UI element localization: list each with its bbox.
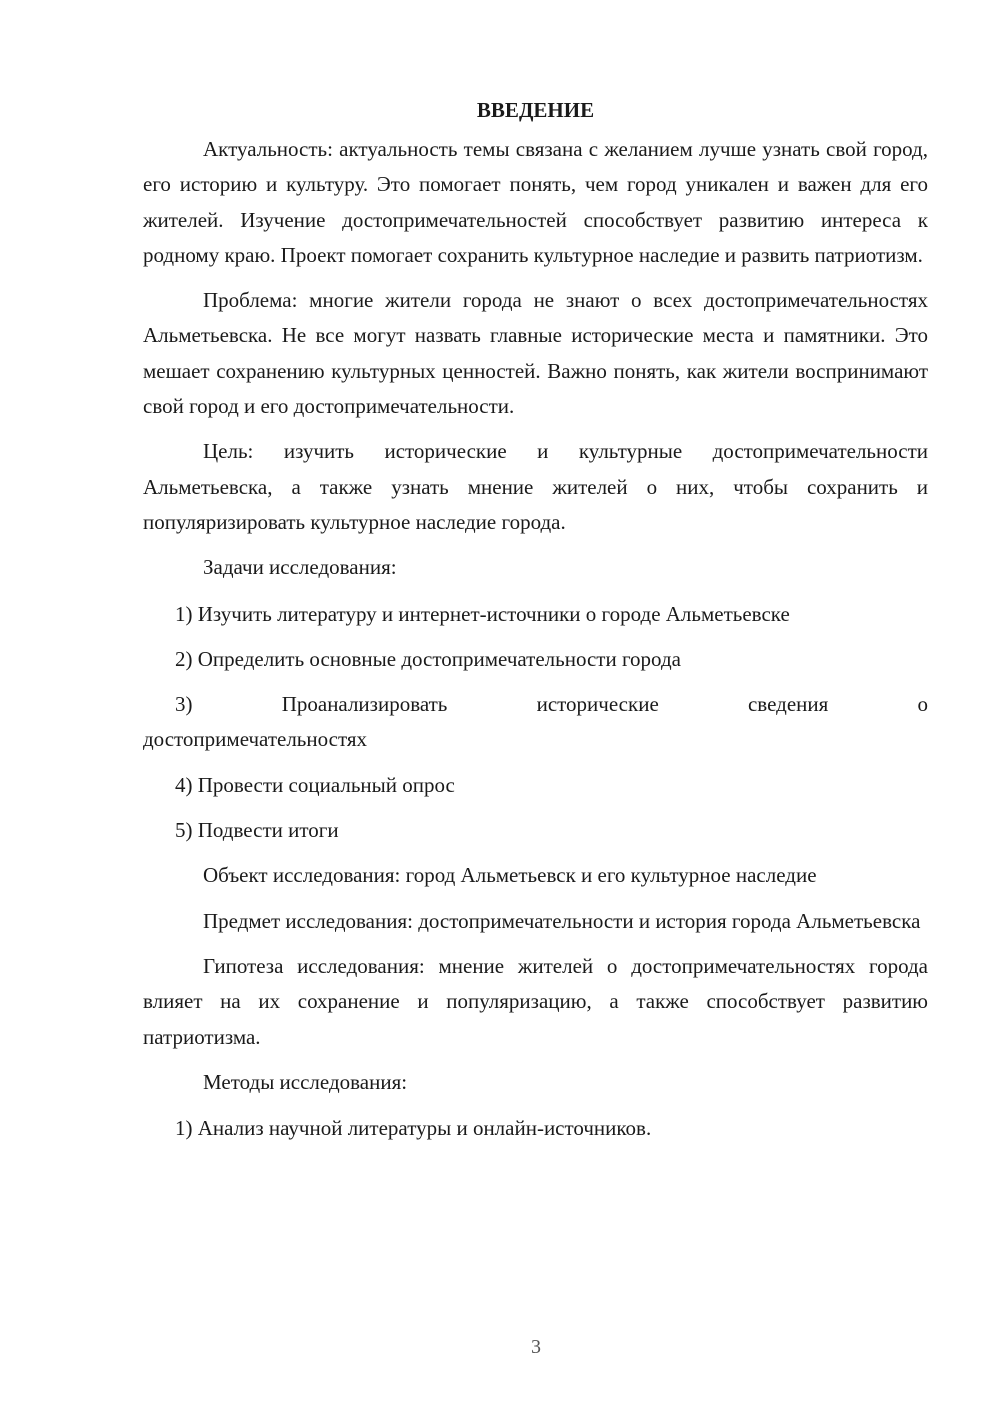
- page-number: 3: [531, 1336, 541, 1358]
- relevance-paragraph: Актуальность: актуальность темы связана с желанием лучше узнать свой город, его историю и культуру. Это помогает понять, чем город уникален и важен для его жителей. Изучение достопримечательностей способствует развитию интереса к родному краю. Проект помогает сохранить культурное наследие и развить патриотизм.: [143, 137, 928, 267]
- problem-paragraph: Проблема: многие жители города не знают о всех достопримечательностях Альметьевска. Не все могут назвать главные исторические места и памятники. Это мешает сохранению культурных ценностей. Важно понять, как жители воспринимают свой город и его достопримечательности.: [143, 288, 928, 419]
- task-item-1: 1) Изучить литературу и интернет-источники о городе Альметьевске: [175, 601, 790, 626]
- task-item-4: 4) Провести социальный опрос: [175, 772, 455, 797]
- subject-paragraph: Предмет исследования: достопримечательности и история города Альметьевска: [203, 908, 921, 933]
- hypothesis-paragraph: Гипотеза исследования: мнение жителей о достопримечательностях города влияет на их сохранение и популяризацию, а также способствует развитию патриотизма.: [143, 953, 928, 1049]
- task-item-5: 5) Подвести итоги: [175, 818, 339, 843]
- section-heading: ВВЕДЕНИЕ: [476, 98, 595, 122]
- object-paragraph: Объект исследования: город Альметьевск и его культурное наследие: [203, 863, 817, 888]
- goal-paragraph: Цель: изучить исторические и культурные достопримечательности Альметьевска, а также узнать мнение жителей о них, чтобы сохранить и популяризировать культурное наследие города.: [143, 439, 928, 534]
- page-content: [143, 93, 928, 1156]
- task-item-3: [143, 687, 928, 722]
- methods-title: Методы исследования:: [203, 1069, 408, 1094]
- method-item-1: 1) Анализ научной литературы и онлайн-источников.: [175, 1116, 652, 1141]
- task-item-2: 2) Определить основные достопримечательности города: [175, 646, 681, 671]
- task-item-3-continuation: достопримечательностях: [143, 727, 368, 752]
- tasks-title: Задачи исследования:: [203, 555, 397, 580]
- task-item-3-line-1: 3) Проанализировать исторические сведения о: [175, 692, 928, 717]
